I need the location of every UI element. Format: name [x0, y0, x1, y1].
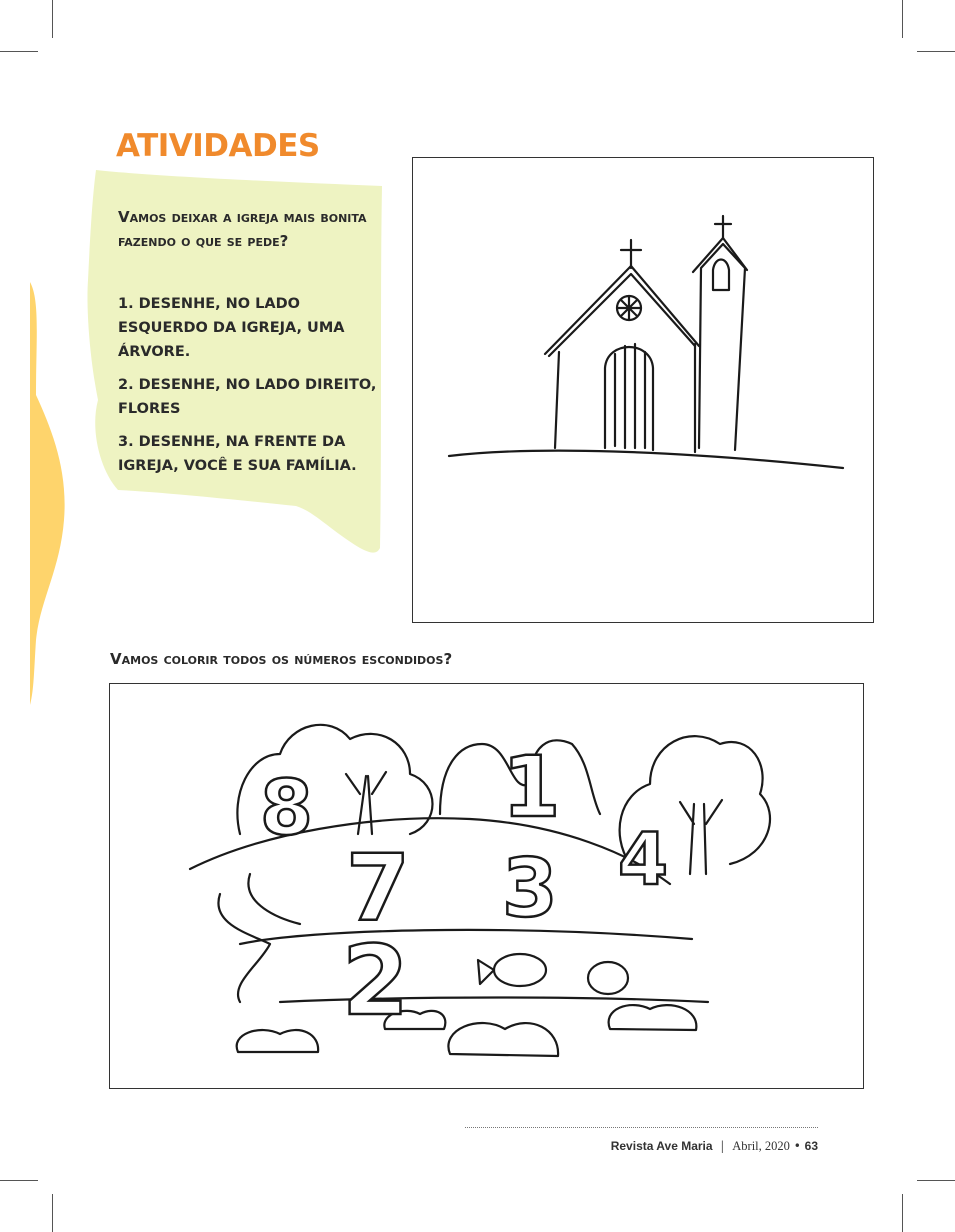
church-drawing-box	[412, 157, 874, 623]
rose-window-spokes	[617, 296, 641, 320]
bush-front-3	[609, 1005, 697, 1030]
hidden-number: 4	[618, 817, 669, 901]
path-right	[248, 874, 300, 924]
ground-line	[449, 451, 843, 468]
hidden-number: 8	[260, 763, 313, 852]
page-footer	[470, 1139, 818, 1154]
path-left	[218, 894, 270, 1002]
bell-tower	[699, 244, 745, 450]
church-wall-left	[555, 352, 559, 448]
bush-front-2	[448, 1023, 558, 1056]
activity-step: 2. DESENHE, NO LADO DIREITO, FLORES	[118, 377, 377, 417]
activity-steps	[118, 292, 378, 487]
side-yellow-shape	[30, 282, 65, 705]
footer-rule	[465, 1127, 818, 1128]
river-top	[240, 930, 692, 944]
footer-bullet: •	[793, 1139, 801, 1153]
church-roof	[545, 266, 699, 356]
page-title: ATIVIDADES	[116, 128, 320, 164]
fish-1-tail	[478, 960, 494, 984]
activity-intro: Vamos deixar a igreja mais bonita fazendo o que se pede?	[118, 208, 367, 250]
coloring-illustration	[110, 684, 863, 1088]
hidden-number: 1	[502, 738, 561, 836]
fish-2	[588, 962, 628, 994]
door-planks	[615, 344, 645, 448]
activity-step: 1. DESENHE, NO LADO ESQUERDO DA IGREJA, UMA ÁRVORE.	[118, 296, 345, 360]
magazine-name: Revista Ave Maria	[610, 1139, 713, 1153]
cross-tower	[715, 216, 731, 238]
page-number: 63	[804, 1139, 818, 1153]
church-illustration	[413, 158, 873, 622]
tree-right-trunk	[680, 800, 722, 874]
issue-date: Abril, 2020	[732, 1139, 790, 1153]
coloring-picture-box	[109, 683, 864, 1089]
cross-church	[621, 240, 641, 268]
coloring-instruction: Vamos colorir todos os números escondidos?	[110, 650, 453, 668]
activity-step: 3. DESENHE, NA FRENTE DA IGREJA, VOCÊ E SUA FAMÍLIA.	[118, 434, 357, 474]
hidden-number: 7	[346, 835, 411, 942]
footer-separator: |	[720, 1139, 725, 1153]
tower-window	[713, 260, 729, 291]
hidden-number: 2	[342, 925, 409, 1037]
hidden-number: 3	[502, 842, 558, 935]
fish-1	[494, 954, 546, 986]
bush-front-1	[237, 1030, 318, 1052]
